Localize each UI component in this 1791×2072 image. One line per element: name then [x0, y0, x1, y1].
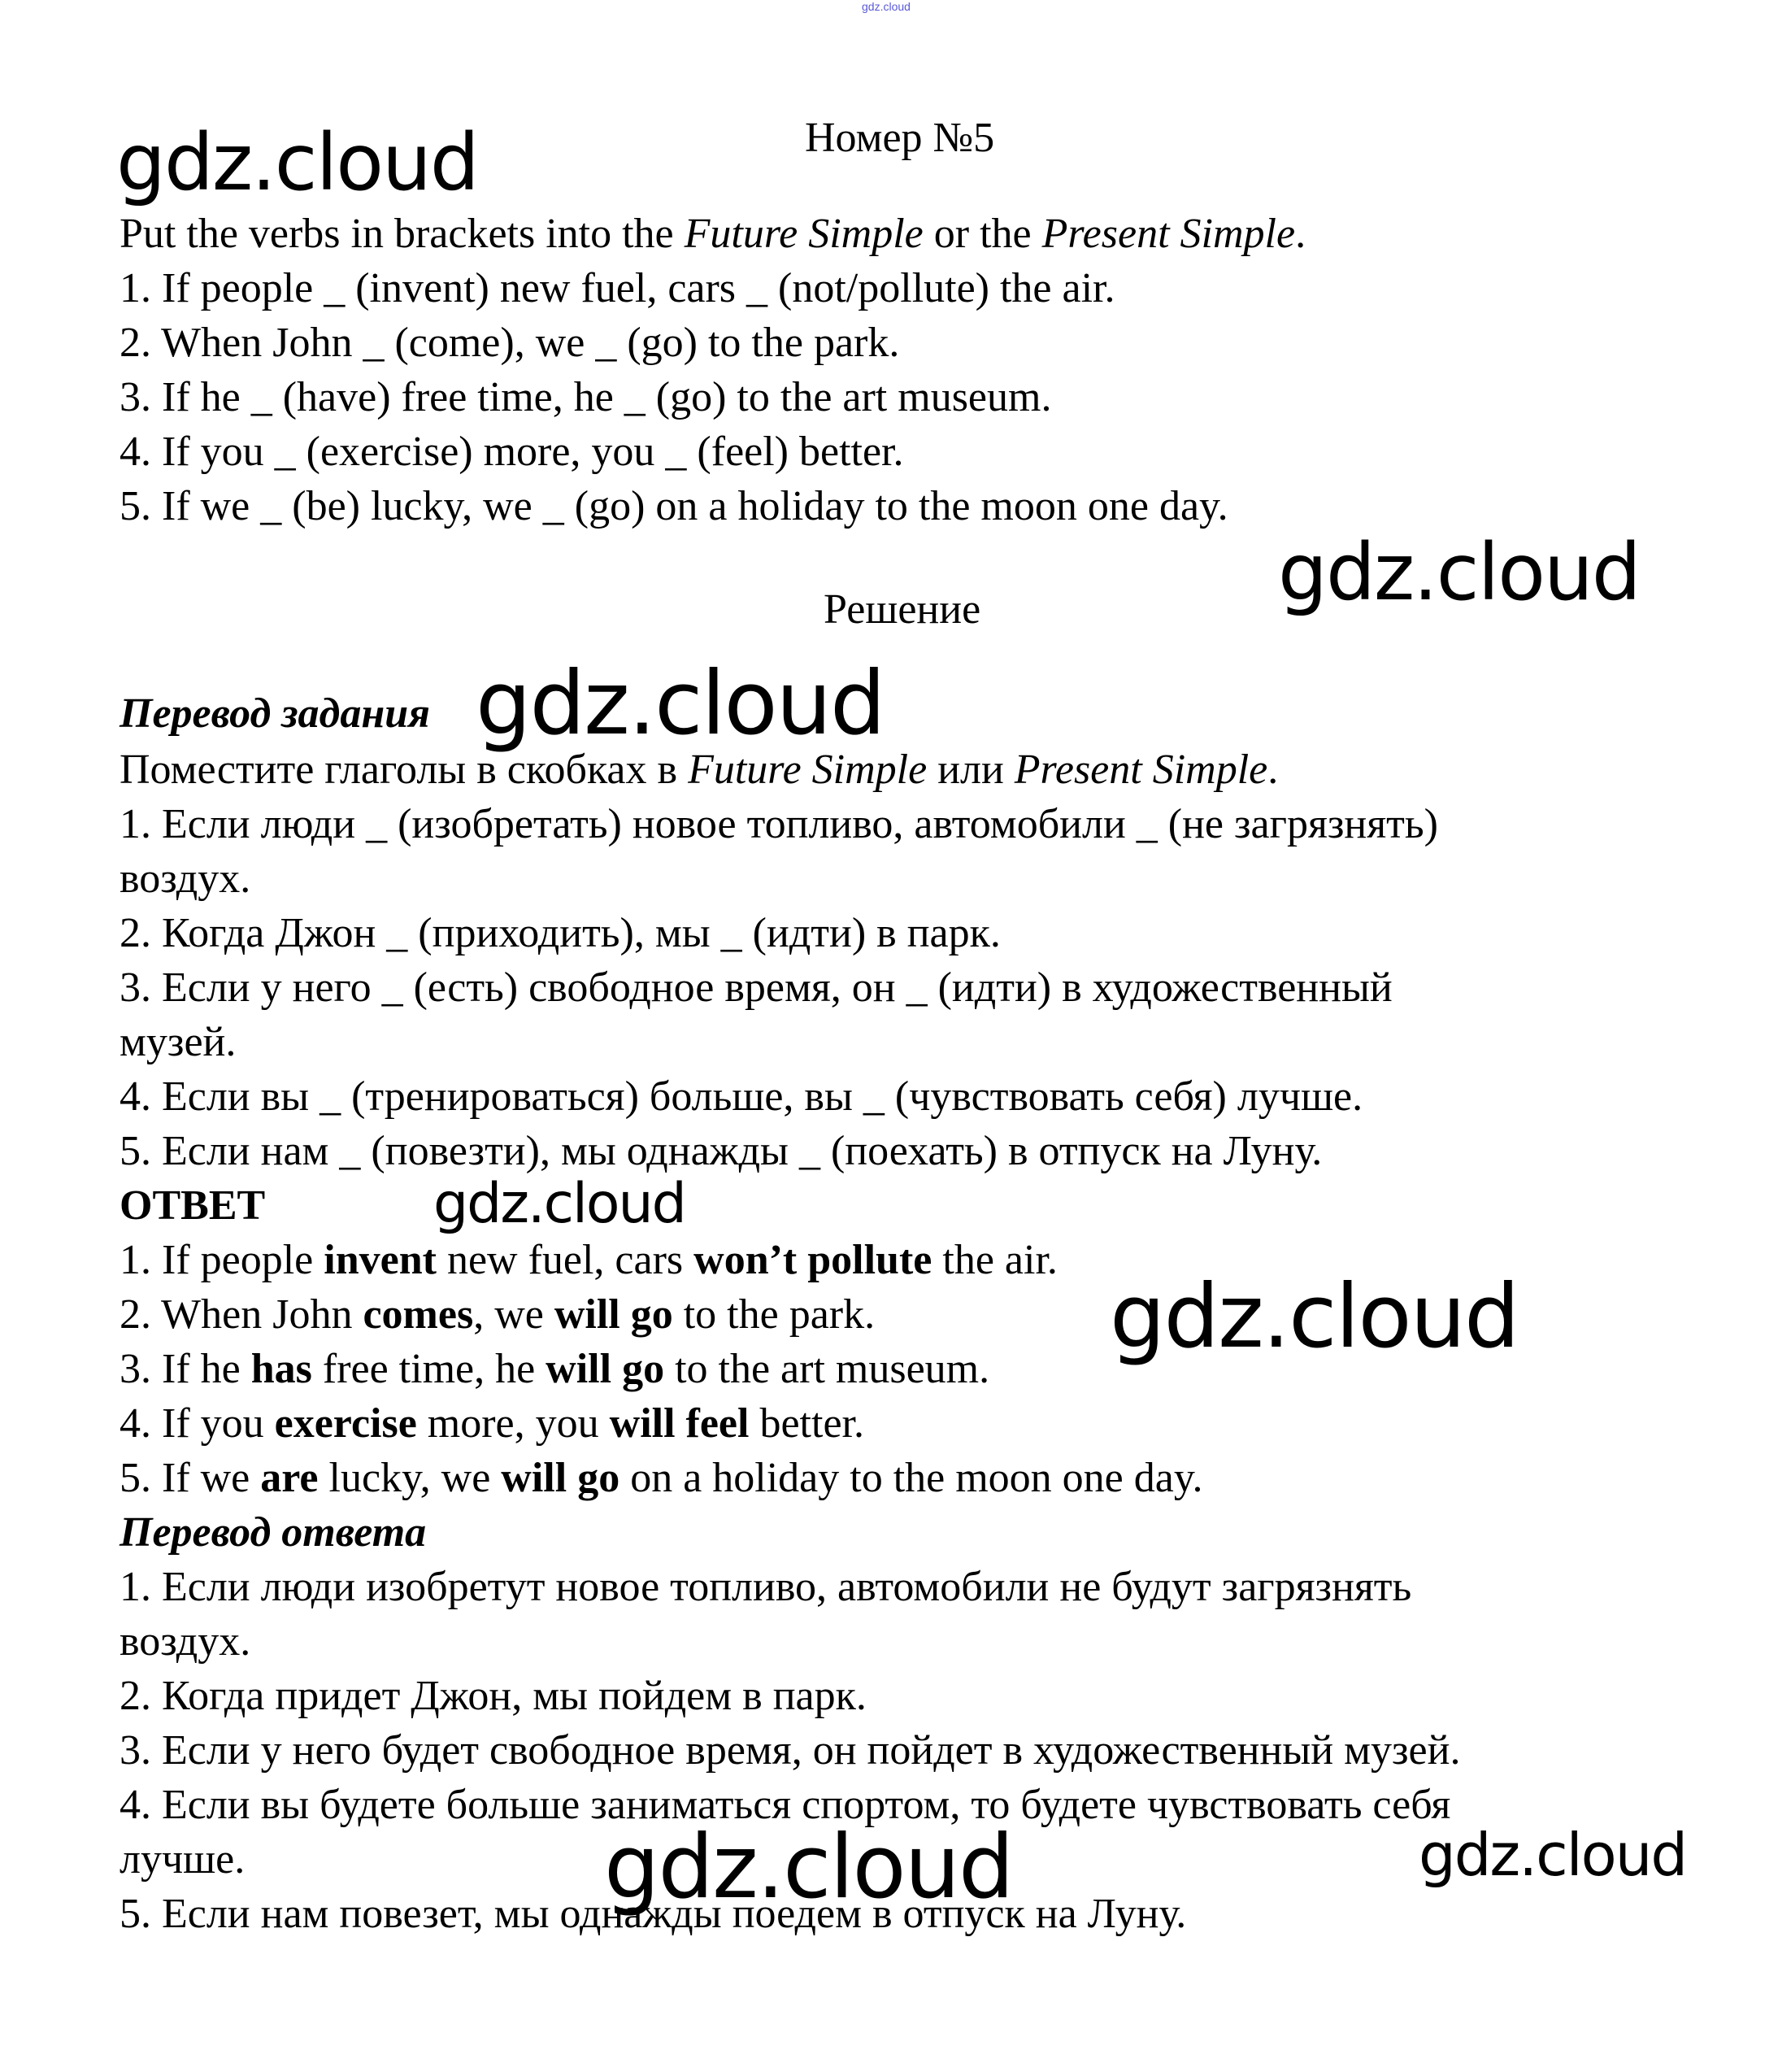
answer-item — [120, 1291, 875, 1339]
answer-text: 3. If he — [120, 1346, 251, 1392]
answer-item — [120, 1236, 1058, 1285]
answer-heading: ОТВЕТ — [120, 1182, 266, 1229]
translation-term-future: Future Simple — [688, 747, 928, 793]
translation-line: 1. Если люди _ (изобретать) новое топливо, автомобили _ (не загрязнять) — [120, 801, 1438, 847]
answer-text: 5. If we — [120, 1455, 261, 1501]
answer-verb: will go — [501, 1455, 620, 1501]
watermark-logo: gdz.cloud — [116, 117, 478, 208]
answer-text: 2. When John — [120, 1291, 363, 1338]
task-item: 5. If we _ (be) lucky, we _ (go) on a holiday to the moon one day. — [120, 483, 1228, 529]
answer-verb: invent — [324, 1237, 437, 1283]
answer-text: on a holiday to the moon one day. — [619, 1455, 1203, 1501]
answer-translation-line: 5. Если нам повезет, мы однажды поедем в отпуск на Луну. — [120, 1891, 1187, 1937]
translation-instruction-middle: или — [927, 747, 1015, 793]
translation-line: 4. Если вы _ (тренироваться) больше, вы _ (чувствовать себя) лучше. — [120, 1073, 1363, 1120]
watermark-logo: gdz.cloud — [433, 1172, 685, 1236]
answer-item — [120, 1345, 989, 1394]
translation-line: воздух. — [120, 855, 251, 902]
answer-translation-heading: Перевод ответа — [120, 1509, 427, 1556]
task-item: 2. When John _ (come), we _ (go) to the park. — [120, 320, 900, 366]
answer-verb: are — [260, 1455, 319, 1501]
task-item: 1. If people _ (invent) new fuel, cars _ (not/pollute) the air. — [120, 265, 1115, 311]
translation-instruction-prefix: Поместите глаголы в скобках в — [120, 747, 689, 793]
task-term-future: Future Simple — [684, 211, 924, 257]
translation-line: 5. Если нам _ (повезти), мы однажды _ (поехать) в отпуск на Луну. — [120, 1128, 1323, 1174]
answer-translation-line: лучше. — [120, 1836, 246, 1883]
answer-translation-line: 1. Если люди изобретут новое топливо, автомобили не будут загрязнять — [120, 1564, 1412, 1610]
watermark-logo: gdz.cloud — [604, 1817, 1013, 1918]
answer-verb: will go — [554, 1291, 673, 1338]
answer-text: 4. If you — [120, 1400, 275, 1447]
translation-instruction-suffix: . — [1267, 747, 1279, 793]
answer-text: to the art museum. — [664, 1346, 990, 1392]
watermark-logo: gdz.cloud — [1110, 1266, 1519, 1368]
answer-text: to the park. — [672, 1291, 876, 1338]
translation-heading: Перевод задания — [120, 690, 430, 737]
answer-text: free time, he — [311, 1346, 546, 1392]
answer-verb: exercise — [274, 1400, 417, 1447]
answer-verb: will go — [546, 1346, 665, 1392]
answer-verb: won’t pollute — [693, 1237, 932, 1283]
task-instruction — [120, 210, 1306, 259]
answer-verb: will feel — [609, 1400, 750, 1447]
answer-verb: has — [250, 1346, 312, 1392]
task-term-present: Present Simple — [1041, 211, 1296, 257]
answer-translation-line: 4. Если вы будете больше заниматься спортом, то будете чувствовать себя — [120, 1782, 1451, 1828]
watermark-logo: gdz.cloud — [1278, 527, 1640, 618]
answer-text: the air. — [932, 1237, 1058, 1283]
task-instruction-middle: or the — [923, 211, 1042, 257]
answer-text: lucky, we — [318, 1455, 502, 1501]
page-title: Номер №5 — [805, 115, 995, 161]
solution-heading: Решение — [824, 586, 981, 633]
answer-text: more, you — [416, 1400, 610, 1447]
answer-translation-line: воздух. — [120, 1618, 251, 1665]
watermark-logo: gdz.cloud — [1419, 1821, 1687, 1889]
answer-verb: comes — [363, 1291, 474, 1338]
answer-text: better. — [749, 1400, 864, 1447]
task-item: 3. If he _ (have) free time, he _ (go) to the art museum. — [120, 374, 1052, 420]
answer-text: , we — [473, 1291, 554, 1338]
answer-item — [120, 1399, 864, 1448]
translation-line: 2. Когда Джон _ (приходить), мы _ (идти) в парк. — [120, 910, 1001, 956]
answer-text: 1. If people — [120, 1237, 324, 1283]
header-watermark: gdz.cloud — [862, 0, 911, 13]
task-instruction-prefix: Put the verbs in brackets into the — [120, 211, 685, 257]
answer-translation-line: 2. Когда придет Джон, мы пойдем в парк. — [120, 1673, 867, 1719]
translation-line: 3. Если у него _ (есть) свободное время, он _ (идти) в художественный — [120, 964, 1393, 1011]
task-instruction-suffix: . — [1295, 211, 1306, 257]
watermark-logo: gdz.cloud — [476, 653, 885, 755]
translation-term-present: Present Simple — [1014, 747, 1268, 793]
answer-translation-line: 3. Если у него будет свободное время, он пойдет в художественный музей. — [120, 1727, 1461, 1774]
answer-text: new fuel, cars — [436, 1237, 694, 1283]
task-item: 4. If you _ (exercise) more, you _ (feel) better. — [120, 429, 904, 475]
answer-item — [120, 1454, 1202, 1503]
translation-line: музей. — [120, 1019, 237, 1065]
